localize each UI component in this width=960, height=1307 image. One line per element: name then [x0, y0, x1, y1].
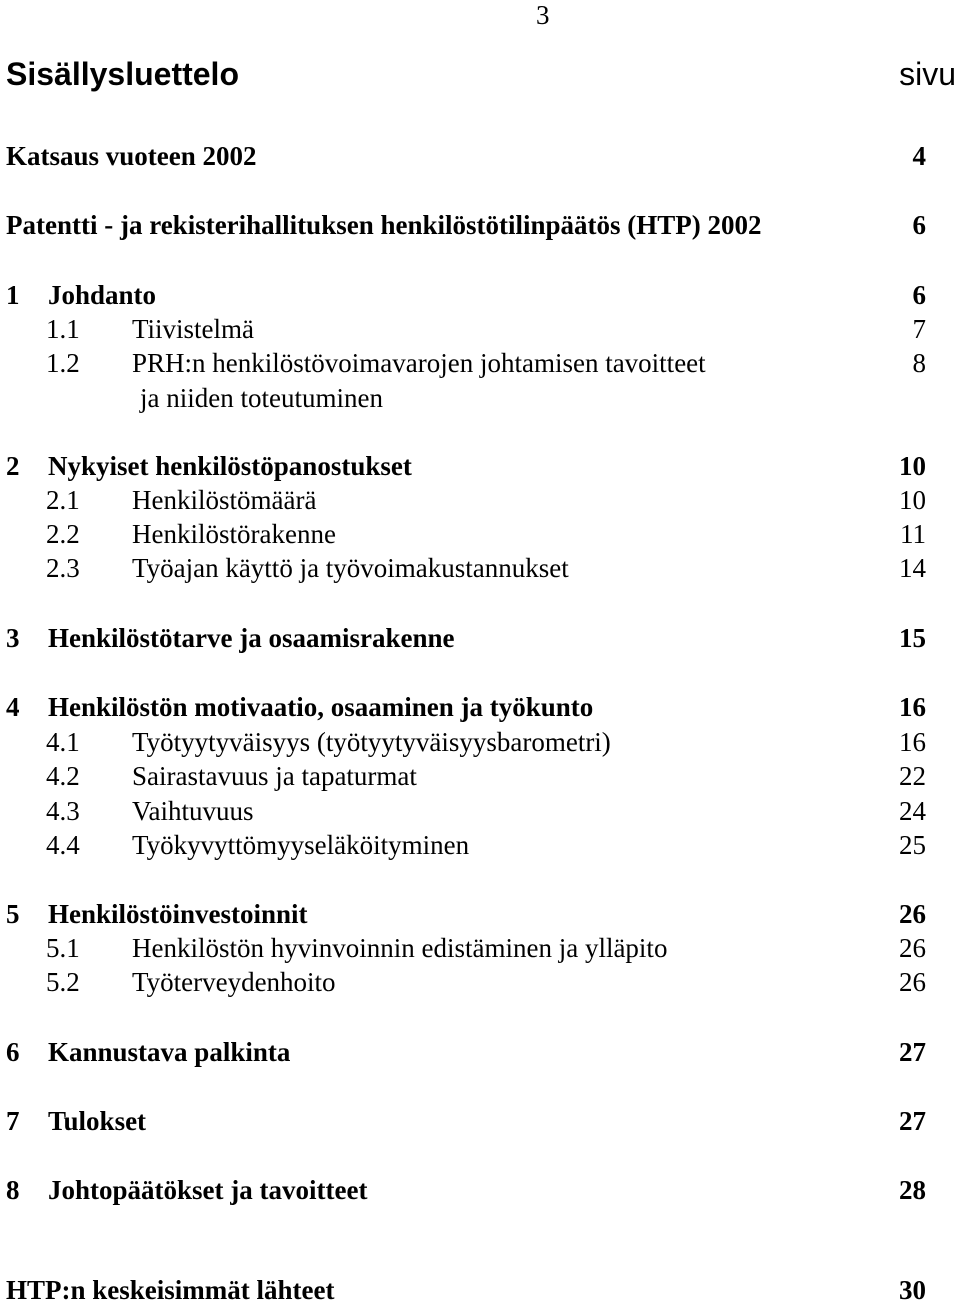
toc-chapter-page: 6 [912, 280, 926, 310]
toc-section-number: 1.2 [46, 348, 80, 378]
toc-section-page: 14 [899, 553, 926, 583]
toc-entry-title: Katsaus vuoteen 2002 [6, 141, 257, 171]
toc-chapter-number: 2 [6, 451, 20, 481]
toc-section-title: Henkilöstömäärä [132, 485, 317, 515]
toc-section-page: 16 [899, 727, 926, 757]
toc-chapter-title: Henkilöstöinvestoinnit [48, 899, 308, 929]
toc-entry-title: HTP:n keskeisimmät lähteet [6, 1275, 335, 1305]
toc-section-number: 2.2 [46, 519, 80, 549]
toc-chapter-number: 4 [6, 692, 20, 722]
toc-chapter-number: 8 [6, 1175, 20, 1205]
toc-section-page: 26 [899, 933, 926, 963]
toc-chapter-title: Kannustava palkinta [48, 1037, 291, 1067]
toc-chapter[interactable] [6, 690, 926, 724]
toc-section-title: Sairastavuus ja tapaturmat [132, 761, 417, 791]
toc-section-page: 22 [899, 761, 926, 791]
toc-section[interactable] [6, 551, 926, 585]
toc-section-title: Työkyvyttömyyseläköityminen [132, 830, 470, 860]
toc-chapter-title: Nykyiset henkilöstöpanostukset [48, 451, 412, 481]
toc-chapter-title: Henkilöstön motivaatio, osaaminen ja työkunto [48, 692, 594, 722]
toc-section[interactable] [6, 483, 926, 517]
toc-title: Sisällysluettelo [6, 56, 239, 92]
toc-section-page: 24 [899, 796, 926, 826]
toc-section-title-continued: ja niiden toteutuminen [140, 383, 383, 413]
toc-chapter-title: Johdanto [48, 280, 157, 310]
toc-chapter-number: 6 [6, 1037, 20, 1067]
toc-chapter[interactable] [6, 1104, 926, 1138]
toc-section-continuation [6, 381, 926, 415]
toc-chapter-number: 1 [6, 280, 20, 310]
toc-section-number: 2.3 [46, 553, 80, 583]
toc-section-title: Tiivistelmä [132, 314, 255, 344]
toc-section[interactable] [6, 931, 926, 965]
toc-chapter-page: 16 [899, 692, 926, 722]
toc-chapter[interactable] [6, 621, 926, 655]
toc-section-title: Työajan käyttö ja työvoimakustannukset [132, 553, 569, 583]
toc-section-number: 1.1 [46, 314, 80, 344]
toc-section-title: Henkilöstörakenne [132, 519, 336, 549]
toc-chapter[interactable] [6, 1173, 926, 1207]
toc-section-number: 4.3 [46, 796, 80, 826]
toc-section[interactable] [6, 517, 926, 551]
toc-section[interactable] [6, 794, 926, 828]
toc-chapter-page: 27 [899, 1106, 926, 1136]
toc-section-page: 25 [899, 830, 926, 860]
page-column-label: sivu [899, 56, 956, 92]
toc-section-title: Työterveydenhoito [132, 967, 336, 997]
toc-chapter-page: 26 [899, 899, 926, 929]
toc-chapter-title: Tulokset [48, 1106, 147, 1136]
toc-section-number: 5.1 [46, 933, 80, 963]
toc-section[interactable] [6, 759, 926, 793]
toc-chapter-title: Henkilöstötarve ja osaamisrakenne [48, 623, 455, 653]
toc-chapter-page: 28 [899, 1175, 926, 1205]
toc-chapter-title: Johtopäätökset ja tavoitteet [48, 1175, 368, 1205]
toc-section-page: 26 [899, 967, 926, 997]
toc-section-number: 4.2 [46, 761, 80, 791]
toc-chapter-number: 3 [6, 623, 20, 653]
toc-entry[interactable] [6, 208, 926, 242]
toc-section[interactable] [6, 346, 926, 380]
toc-section-number: 5.2 [46, 967, 80, 997]
toc-entry-page: 4 [912, 141, 926, 171]
toc-section-title: Henkilöstön hyvinvoinnin edistäminen ja ylläpito [132, 933, 668, 963]
toc-chapter-number: 5 [6, 899, 20, 929]
toc-entry-page: 6 [912, 210, 926, 240]
toc-section-title: Työtyytyväisyys (työtyytyväisyysbarometri) [132, 727, 611, 757]
toc-section-title: PRH:n henkilöstövoimavarojen johtamisen tavoitteet [132, 348, 706, 378]
toc-section-page: 7 [912, 314, 926, 344]
toc-heading-row [6, 54, 956, 94]
toc-section-number: 2.1 [46, 485, 80, 515]
toc-chapter[interactable] [6, 278, 926, 312]
toc-chapter[interactable] [6, 449, 926, 483]
toc-entry-title: Patentti - ja rekisterihallituksen henkilöstötilinpäätös (HTP) 2002 [6, 210, 762, 240]
toc-chapter-page: 15 [899, 623, 926, 653]
toc-section-page: 8 [912, 348, 926, 378]
toc-section[interactable] [6, 725, 926, 759]
toc-section[interactable] [6, 828, 926, 862]
toc-section-page: 10 [899, 485, 926, 515]
page-number: 3 [536, 0, 550, 30]
toc-section[interactable] [6, 312, 926, 346]
toc-section-number: 4.1 [46, 727, 80, 757]
toc-chapter[interactable] [6, 1035, 926, 1069]
toc-section[interactable] [6, 965, 926, 999]
toc-chapter[interactable] [6, 897, 926, 931]
toc-entry[interactable] [6, 1273, 926, 1307]
toc-chapter-number: 7 [6, 1106, 20, 1136]
toc-section-page: 11 [900, 519, 926, 549]
toc-section-number: 4.4 [46, 830, 80, 860]
toc-chapter-page: 10 [899, 451, 926, 481]
toc-chapter-page: 27 [899, 1037, 926, 1067]
toc-section-title: Vaihtuvuus [132, 796, 254, 826]
toc-entry-page: 30 [899, 1275, 926, 1305]
toc-entry[interactable] [6, 139, 926, 173]
